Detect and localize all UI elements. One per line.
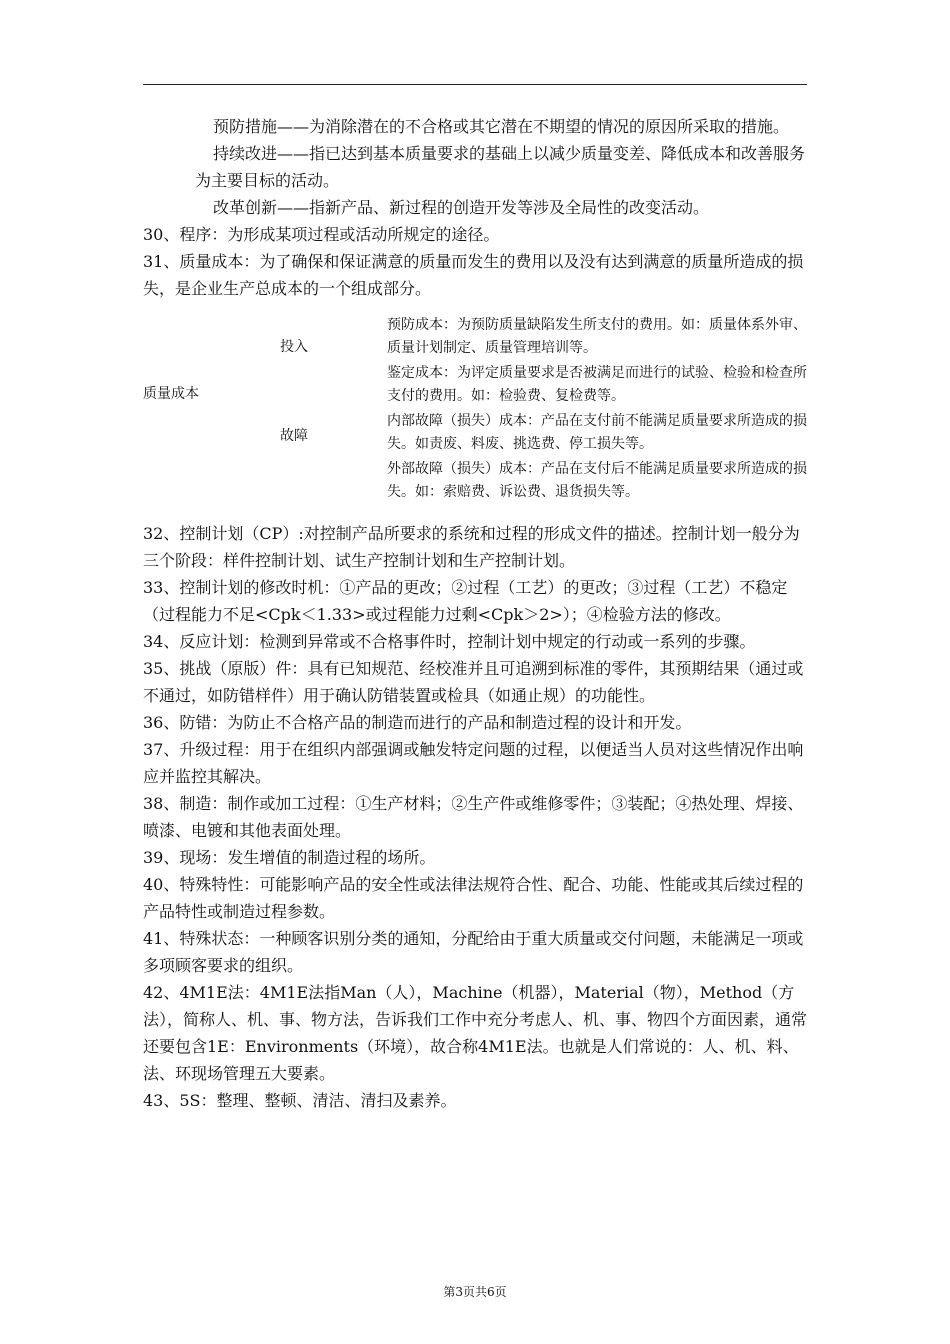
internal-failure-cost-entry: 内部故障（损失）成本：产品在支付前不能满足质量要求所造成的损失。如责废、料废、挑选费、停工损失等。	[387, 413, 807, 452]
item-30: 30、程序：为形成某项过程或活动所规定的途径。	[143, 225, 500, 244]
appraisal-cost-entry: 鉴定成本：为评定质量要求是否被满足而进行的试验、检验和检查所支付的费用。如：检验费、复检费等。	[387, 365, 807, 404]
header-rule	[143, 84, 807, 85]
item-39: 39、现场：发生增值的制造过程的场所。	[143, 848, 436, 867]
item-35: 35、挑战（原版）件：具有已知规范、经校准并且可追溯到标准的零件，其预期结果（通过或不通过，如防错样件）用于确认防错装置或检具（如通止规）的功能性。	[143, 659, 804, 705]
item-38: 38、制造：制作或加工过程：①生产材料；②生产件或维修零件；③装配；④热处理、焊接、喷漆、电镀和其他表面处理。	[143, 794, 804, 840]
paragraph-preventive-action: 预防措施——为消除潜在的不合格或其它潜在不期望的情况的原因所采取的措施。	[213, 117, 790, 136]
item-37: 37、升级过程：用于在组织内部强调或触发特定问题的过程，以便适当人员对这些情况作出响应并监控其解决。	[143, 740, 804, 786]
item-36: 36、防错：为防止不合格产品的制造而进行的产品和制造过程的设计和开发。	[143, 713, 692, 732]
paragraph-innovation: 改革创新——指新产品、新过程的创造开发等涉及全局性的改变活动。	[213, 198, 710, 217]
prevention-cost-entry: 预防成本：为预防质量缺陷发生所支付的费用。如：质量体系外审、质量计划制定、质量管理培训等。	[387, 317, 807, 356]
item-41: 41、特殊状态：一种顾客识别分类的通知，分配给由于重大质量或交付问题，未能满足一项或多项顾客要求的组织。	[143, 929, 804, 975]
paragraph-continuous-improvement: 持续改进——指已达到基本质量要求的基础上以减少质量变差、降低成本和改善服务为主要目标的活动。	[195, 144, 806, 190]
item-33: 33、控制计划的修改时机：①产品的更改；②过程（工艺）的更改；③过程（工艺）不稳定（过程能力不足<Cpk＜1.33>或过程能力过剩<Cpk＞2>）；④检验方法的修改。	[143, 578, 788, 624]
quality-cost-root-label: 质量成本	[143, 386, 199, 402]
document-body	[143, 113, 807, 1114]
quality-cost-failure-label: 故障	[280, 428, 308, 444]
quality-cost-input-label: 投入	[280, 339, 308, 355]
item-32: 32、控制计划（CP）:对控制产品所要求的系统和过程的形成文件的描述。控制计划一般分为三个阶段：样件控制计划、试生产控制计划和生产控制计划。	[143, 524, 800, 570]
quality-cost-diagram	[143, 314, 807, 512]
external-failure-cost-entry: 外部故障（损失）成本：产品在支付后不能满足质量要求所造成的损失。如：索赔费、诉讼费、退货损失等。	[387, 461, 807, 500]
item-43: 43、5S：整理、整顿、清洁、清扫及素养。	[143, 1091, 457, 1110]
item-34: 34、反应计划：检测到异常或不合格事件时，控制计划中规定的行动或一系列的步骤。	[143, 632, 756, 651]
page-footer: 第3页共6页	[443, 1285, 507, 1299]
item-40: 40、特殊特性：可能影响产品的安全性或法律法规符合性、配合、功能、性能或其后续过程的产品特性或制造过程参数。	[143, 875, 804, 921]
item-31: 31、质量成本：为了确保和保证满意的质量而发生的费用以及没有达到满意的质量所造成的损失，是企业生产总成本的一个组成部分。	[143, 252, 804, 298]
quality-cost-entries	[387, 314, 807, 506]
item-42: 42、4M1E法：4M1E法指Man（人），Machine（机器），Material（物），Method（方法），简称人、机、事、物方法，告诉我们工作中充分考虑人、机、事、物四个方面因素，通常还要包含1E：Environments（环境），故合称4M1E法。也就是人们常说的：人、机、料、法、环现场管理五大要素。	[143, 983, 808, 1083]
